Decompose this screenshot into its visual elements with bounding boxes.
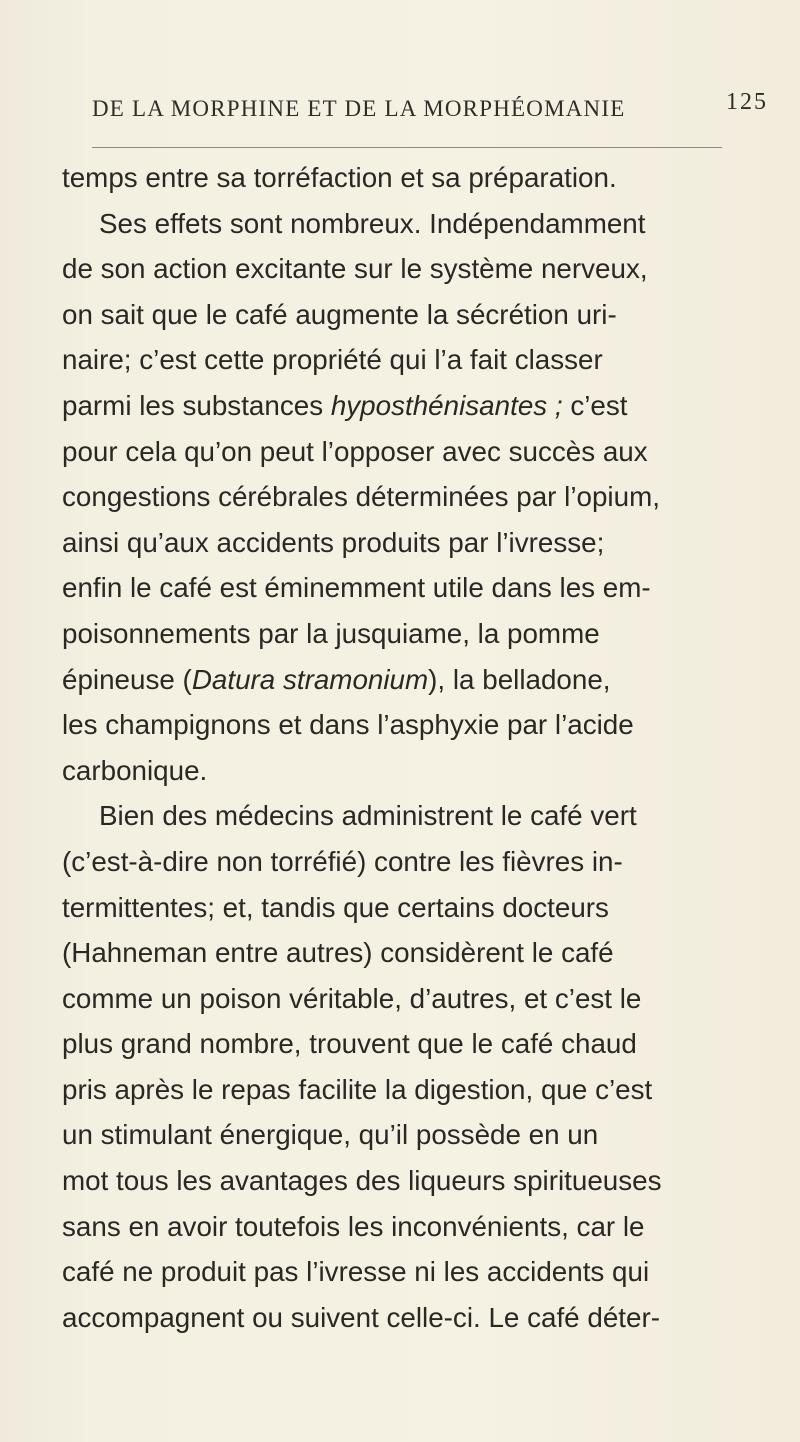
text-segment: mot tous les avantages des liqueurs spiritueuses <box>62 1165 662 1197</box>
text-segment: de son action excitante sur le système nerveux, <box>62 253 648 285</box>
text-line <box>62 1112 792 1158</box>
text-segment: enfin le café est éminemment utile dans les em- <box>62 572 651 604</box>
text-line <box>62 565 792 611</box>
text-segment: termittentes; et, tandis que certains docteurs <box>62 891 609 923</box>
italic-text: hyposthénisantes ; <box>330 389 563 421</box>
text-line <box>62 1204 792 1250</box>
text-line <box>62 246 792 292</box>
text-segment: ), la belladone, <box>428 663 611 695</box>
text-segment: accompagnent ou suivent celle-ci. Le café déter- <box>62 1301 660 1333</box>
text-segment: Bien des médecins administrent le café vert <box>99 800 637 832</box>
text-segment: carbonique. <box>62 754 208 786</box>
text-segment: c’est <box>562 389 628 421</box>
text-segment: plus grand nombre, trouvent que le café chaud <box>62 1028 637 1060</box>
text-line <box>62 657 792 703</box>
page-number: 125 <box>726 89 768 115</box>
text-segment: poisonnements par la jusquiame, la pomme <box>62 617 600 649</box>
header-rule <box>92 147 722 148</box>
text-segment: café ne produit pas l’ivresse ni les accidents qui <box>62 1256 650 1288</box>
text-segment: sans en avoir toutefois les inconvénients, car le <box>62 1210 645 1242</box>
text-line <box>62 383 792 429</box>
text-line <box>62 611 792 657</box>
text-segment: épineuse ( <box>62 663 192 695</box>
running-title: DE LA MORPHINE ET DE LA MORPHÉOMANIE <box>92 96 626 121</box>
italic-text: Datura stramonium <box>191 663 429 695</box>
text-line <box>62 1249 792 1295</box>
text-segment: pris après le repas facilite la digestion, que c’est <box>62 1073 653 1105</box>
text-line <box>62 1295 792 1341</box>
text-line <box>62 155 792 201</box>
text-segment: temps entre sa torréfaction et sa préparation. <box>62 162 617 193</box>
text-line <box>62 1158 792 1204</box>
text-line <box>62 793 792 839</box>
text-segment: comme un poison véritable, d’autres, et c’est le <box>62 982 642 1014</box>
text-line <box>62 702 792 748</box>
body-text <box>62 155 792 1340</box>
text-segment: un stimulant énergique, qu’il possède en un <box>62 1119 599 1151</box>
text-segment: les champignons et dans l’asphyxie par l’acide <box>62 709 634 741</box>
text-line <box>62 1021 792 1067</box>
text-segment: naire; c’est cette propriété qui l’a fait classer <box>62 344 603 376</box>
text-line <box>62 520 792 566</box>
text-segment: on sait que le café augmente la sécrétion uri- <box>62 298 617 330</box>
text-line <box>62 429 792 475</box>
text-segment: (c’est-à-dire non torréfié) contre les fièvres in- <box>62 845 623 877</box>
text-line <box>62 748 792 794</box>
text-segment: pour cela qu’on peut l’opposer avec succès aux <box>62 435 648 467</box>
text-line <box>62 474 792 520</box>
text-line <box>62 839 792 885</box>
text-segment: ainsi qu’aux accidents produits par l’ivresse; <box>62 526 605 558</box>
text-segment: parmi les substances <box>62 389 331 421</box>
text-line <box>62 930 792 976</box>
text-line <box>62 201 792 247</box>
text-line <box>62 976 792 1022</box>
text-line <box>62 337 792 383</box>
text-line <box>62 885 792 931</box>
text-line <box>62 1067 792 1113</box>
text-segment: Ses effets sont nombreux. Indépendamment <box>99 207 646 239</box>
text-segment: (Hahneman entre autres) considèrent le café <box>62 937 614 969</box>
running-head <box>92 84 772 128</box>
text-line <box>62 292 792 338</box>
text-segment: congestions cérébrales déterminées par l’opium, <box>62 481 660 513</box>
